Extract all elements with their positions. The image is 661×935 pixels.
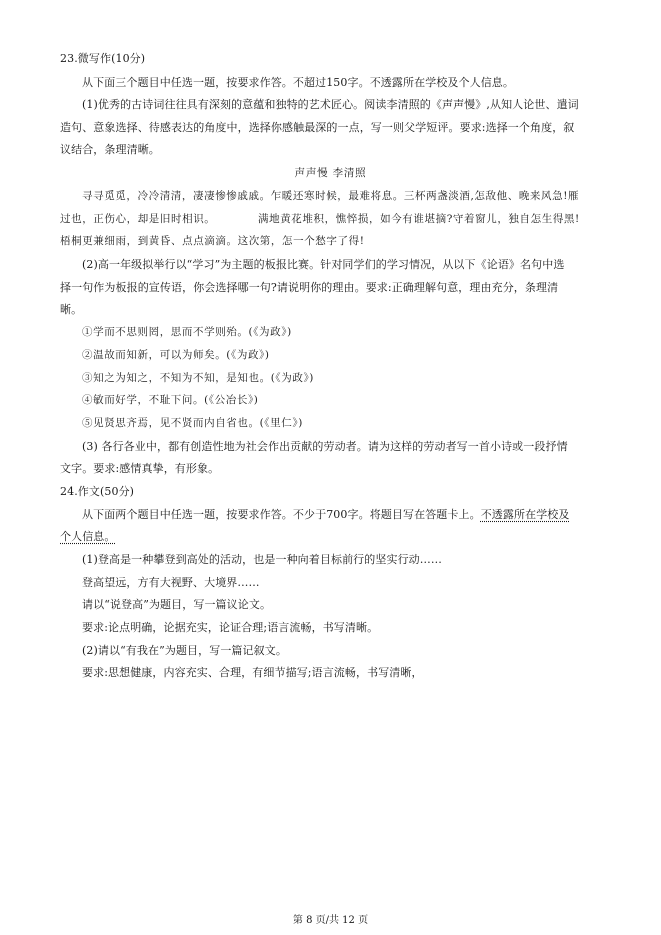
poem-line-1: 寻寻觅觅，冷冷清清，凄凄惨惨戚戚。乍暖还寒时候，最难将息。三杯两盏淡酒,怎敌他、晚来风急!雁 bbox=[82, 190, 580, 202]
q23-topic1-line2: 造句、意象选择、待感表达的角度中，选择你感触最深的一点，写一则父学短评。要求:选择一个角度，叙 bbox=[60, 121, 575, 134]
q23-topic1-line3: 议结合，条理清晰。 bbox=[60, 143, 160, 156]
page-number: 第 8 页/共 12 页 bbox=[292, 915, 369, 926]
q24-topic1-line2: 登高望远，方有大视野、大境界…… bbox=[82, 576, 260, 589]
q24-topic2-line1: (2)请以“有我在”为题目，写一篇记叙文。 bbox=[82, 644, 287, 657]
q23-instruction: 从下面三个题目中任选一题，按要求作答。不超过150字。不透露所在学校及个人信息。 bbox=[82, 76, 514, 89]
analects-option-5: ⑤见贤思齐焉，见不贤而内自省也。(《里仁》) bbox=[82, 417, 303, 429]
q23-header: 23.微写作(10分) bbox=[60, 52, 146, 65]
q23-topic3-line1: (3) 各行各业中，都有创造性地为社会作出贡献的劳动者。请为这样的劳动者写一首小诗或一段抒情 bbox=[82, 440, 568, 453]
q24-topic1-line1: (1)登高是一种攀登到高处的活动，也是一种向着目标前行的坚实行动…… bbox=[82, 553, 442, 566]
analects-option-3: ③知之为知之，不知为不知，是知也。(《为政》) bbox=[82, 372, 314, 384]
q23-topic2-line2: 择一句作为板报的宣传语，你会选择哪一句?请说明你的理由。要求:正确理解句意，理由充分，条理清 bbox=[60, 281, 559, 294]
q24-header: 24.作文(50分) bbox=[60, 485, 135, 498]
q24-instruction-emphasis-cont: 个人信息。 bbox=[60, 530, 116, 543]
q24-topic2-requirement: 要求:思想健康，内容充实、合理，有细节描写;语言流畅，书写清晰， bbox=[82, 666, 423, 679]
q23-topic1-line1: (1)优秀的古诗词往往具有深刻的意蕴和独特的艺术匠心。阅读李清照的《声声慢》,从知人论世、遣词 bbox=[82, 98, 579, 111]
poem-line-2a: 过也，正伤心，却是旧时相识。 bbox=[60, 213, 216, 225]
q23-topic2-line3: 晰。 bbox=[60, 303, 83, 316]
poem-title: 声声慢 李清照 bbox=[294, 167, 367, 179]
q24-topic1-line3: 请以“说登高”为题目，写一篇议论文。 bbox=[82, 598, 272, 611]
analects-option-4: ④敏而好学，不耻下问。(《公冶长》) bbox=[82, 394, 259, 406]
q24-instruction-emphasis: 不透露所在学校及 bbox=[480, 508, 570, 521]
q23-topic2-line1: (2)高一年级拟举行以“学习”为主题的板报比赛。针对同学们的学习情况，从以下《论语》名句中选 bbox=[82, 258, 565, 271]
q24-instruction-text: 从下面两个题目中任选一题，按要求作答。不少于700字。将题目写在答题卡上。 bbox=[82, 508, 481, 521]
analects-option-2: ②温故而知新，可以为师矣。(《为政》) bbox=[82, 349, 270, 361]
analects-option-1: ①学而不思则罔，思而不学则殆。(《为政》) bbox=[82, 326, 292, 338]
poem-line-2b: 满地黄花堆积，憔悴损，如今有谁堪摘?守着窗儿，独自怎生得黑! bbox=[258, 213, 580, 225]
poem-line-3: 梧桐更兼细雨，到黄昏、点点滴滴。这次第，怎一个愁字了得! bbox=[60, 235, 365, 247]
q24-instruction bbox=[82, 508, 570, 522]
q23-topic3-line2: 文字。要求:感情真挚，有形象。 bbox=[60, 462, 220, 475]
q24-topic1-requirement: 要求:论点明确，论据充实，论证合理;语言流畅，书写清晰。 bbox=[82, 621, 379, 634]
q24-instruction-cont bbox=[60, 530, 116, 544]
